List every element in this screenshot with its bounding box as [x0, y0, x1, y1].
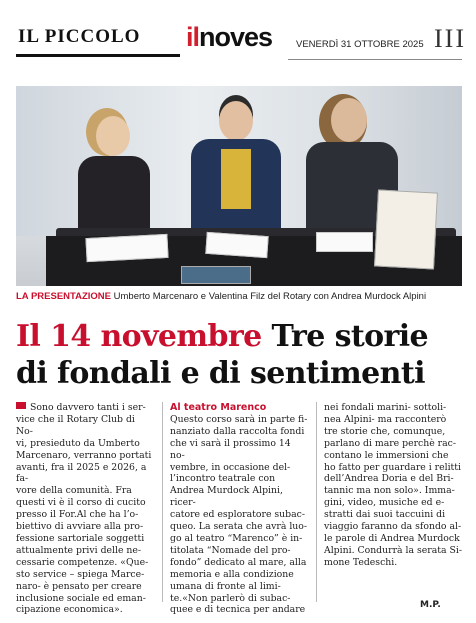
column-3-text: nei fondali marini- sottoli- nea Alpini- ma racconterò tre storie che, comunque, parlano di mare perchè rac- contano le immersioni che ho fatto per guardare i relitti dell’Andrea Doria e del Bri- tannic ma non solo». Imma- gini, video, musiche ed e- stratti dai suoi taccuini di viaggio faranno da sfondo al- le parole di Andrea Murdock Alpini. Condurrà la serata Si- mone Tedeschi. [324, 402, 462, 568]
masthead-rule [16, 54, 180, 57]
article-column-1 [16, 402, 154, 616]
page-marker: III [434, 24, 466, 53]
paper-sheet [85, 234, 168, 262]
article-body [16, 402, 462, 616]
article-subhead: Al teatro Marenco [170, 402, 267, 413]
booklet [181, 266, 251, 284]
headline-part-2: di fondali e di sentimenti [16, 356, 425, 391]
brand-name: noves [199, 22, 273, 52]
author-signature: M.P. [420, 600, 441, 610]
caption-text: Umberto Marcenaro e Valentina Filz del Rotary con Andrea Murdock Alpini [113, 291, 427, 302]
issue-date: VENERDÌ 31 OTTOBRE 2025 [296, 39, 424, 50]
column-divider [316, 402, 317, 602]
column-divider [162, 402, 163, 602]
column-1-text: Sono davvero tanti i ser- vice che il Rotary Club di No- vi, presieduto da Umberto Marcenaro, verranno portati avanti, fra il 2025 e 2026, a fa- vore della comunità. Fra questi vi è il corso di cucito presso il For.Al che ha l’o- biettivo di avviare alla pro- fessione sartoriale soggetti attualmente privi delle ne- cessarie competenze. «Que- sto service – spiega Marce- naro- è pensato per creare inclusione sociale ed eman- cipazione economica». [16, 402, 152, 616]
paper-name: IL PICCOLO [18, 26, 141, 47]
poster-card [374, 189, 438, 269]
photo-caption [16, 291, 462, 302]
paper-name-block [18, 26, 168, 48]
caption-lead: LA PRESENTAZIONE [16, 291, 112, 302]
section-brand [186, 22, 272, 56]
event-photo [16, 86, 462, 286]
paper-sheet [205, 232, 268, 258]
headline [16, 318, 462, 392]
date-rule [288, 59, 462, 60]
red-bullet-icon [16, 402, 26, 409]
brand-prefix: il [186, 22, 200, 52]
article-column-2 [170, 402, 308, 616]
headline-part-1: Tre storie [271, 319, 429, 354]
column-2-text: Questo corso sarà in parte fi- nanziato dalla raccolta fondi che vi sarà il prossimo 14 no- vembre, in occasione del- l’incontro teatrale con Andrea Murdock Alpini, ricer- catore ed esploratore subac- queo. La serata che avrà luo- go al teatro “Marenco” è in- titolata “Nomade del pro- fondo” dedicato al mare, alla memoria e alla condizione umana di fronte al limi- te.«Non parlerò di subac- quee e di tecnica per andare [170, 413, 308, 616]
masthead [16, 22, 466, 68]
article-column-3 [324, 402, 462, 569]
paper-sheet [316, 232, 373, 252]
headline-red: Il 14 novembre [16, 319, 262, 354]
